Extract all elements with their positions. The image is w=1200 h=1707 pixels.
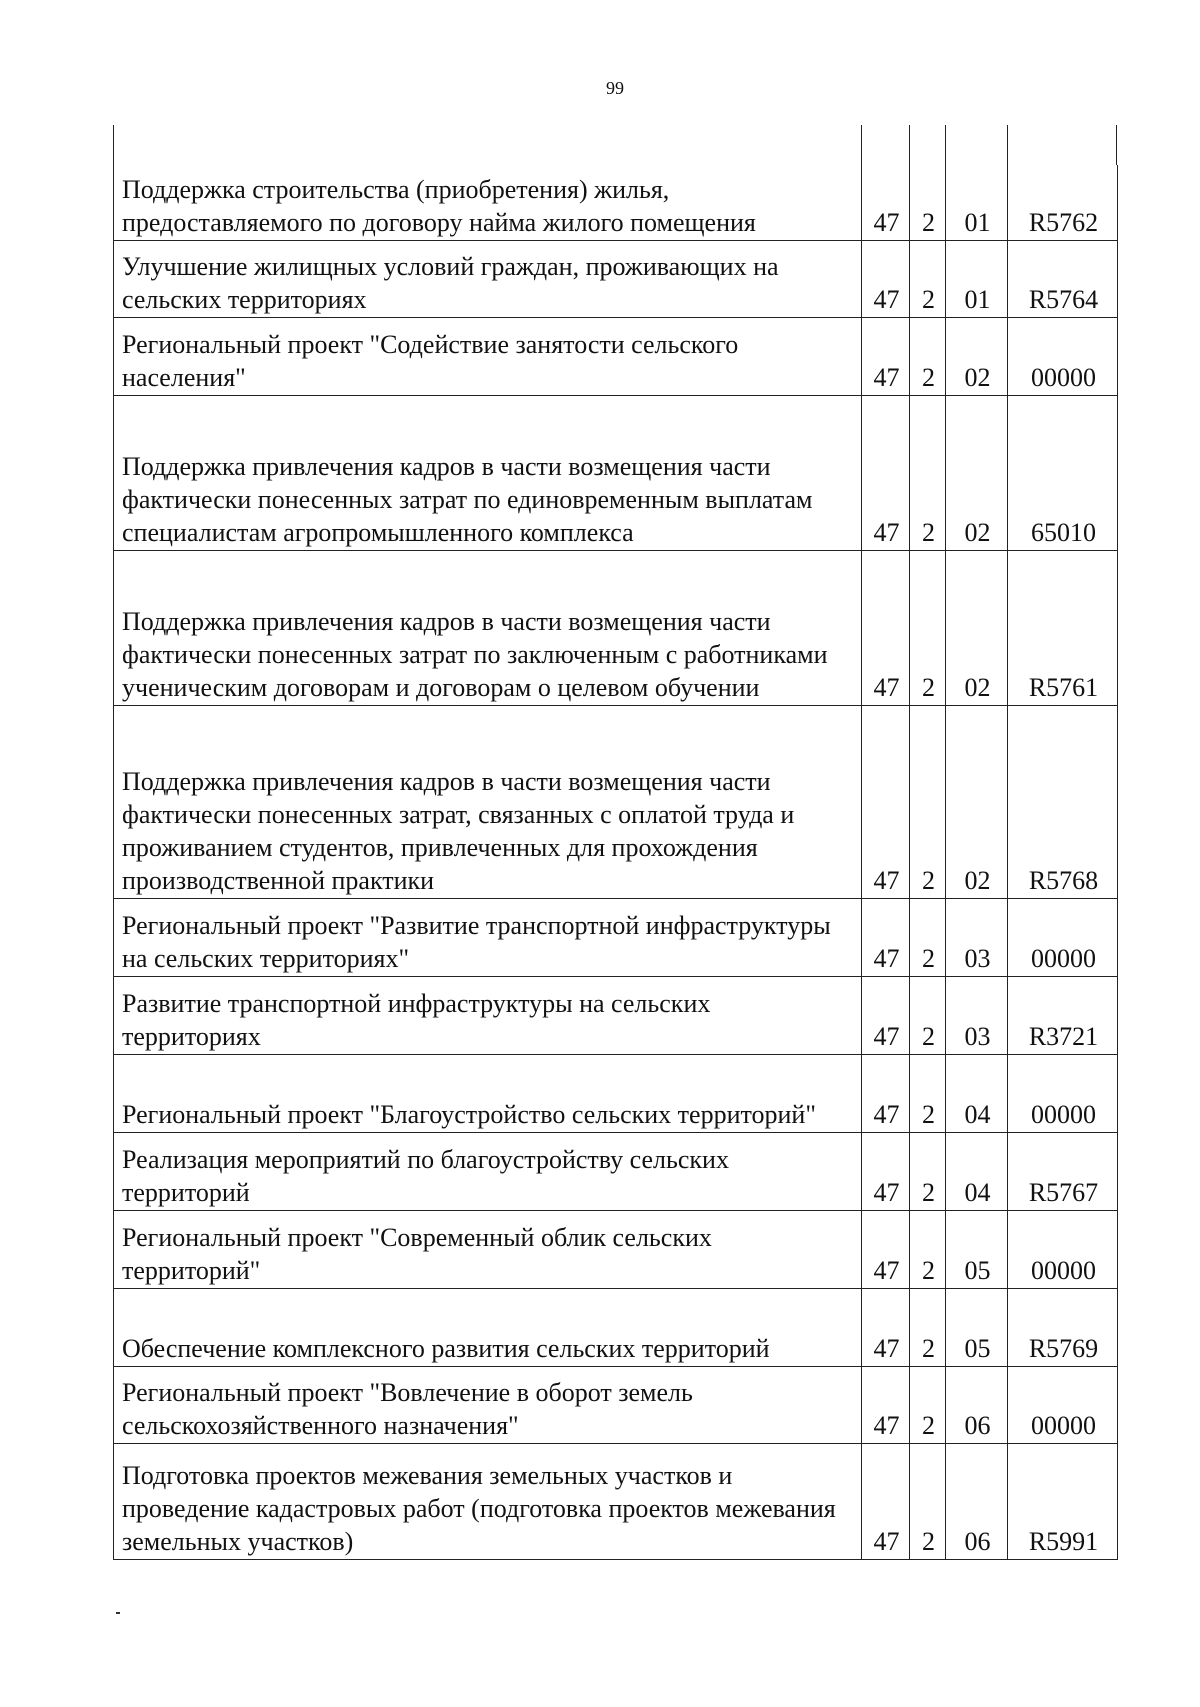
scan-mark: [116, 1612, 120, 1614]
row-code-a: 47: [862, 705, 910, 898]
table-row: [114, 898, 1118, 976]
table-row: [114, 1132, 1118, 1210]
row-code-b: 2: [910, 705, 946, 898]
row-code-b: 2: [910, 1132, 946, 1210]
row-code-b: 2: [910, 550, 946, 705]
row-code-d: R5761: [1008, 550, 1118, 705]
row-name: Поддержка привлечения кадров в части возмещения части фактически понесенных затрат по единовременным выплатам специалистам агропромышленного комплекса: [114, 395, 862, 550]
table-top-continuation: [113, 125, 1117, 165]
row-code-a: 47: [862, 898, 910, 976]
table-row: [114, 1054, 1118, 1132]
row-code-d: R3721: [1008, 976, 1118, 1054]
row-code-a: 47: [862, 1366, 910, 1443]
row-code-b: 2: [910, 1443, 946, 1559]
row-code-c: 04: [946, 1054, 1008, 1132]
row-name: Поддержка привлечения кадров в части возмещения части фактически понесенных затрат, связанных с оплатой труда и проживанием студентов, привлеченных для прохождения производственной практики: [114, 705, 862, 898]
table-row: [114, 1288, 1118, 1366]
row-code-b: 2: [910, 317, 946, 395]
row-name: Подготовка проектов межевания земельных участков и проведение кадастровых работ (подготовка проектов межевания земельных участков): [114, 1443, 862, 1559]
row-name: Региональный проект "Содействие занятости сельского населения": [114, 317, 862, 395]
table-row: [114, 317, 1118, 395]
row-code-a: 47: [862, 1132, 910, 1210]
row-code-b: 2: [910, 1054, 946, 1132]
row-code-b: 2: [910, 165, 946, 240]
row-code-b: 2: [910, 1210, 946, 1288]
row-name: Региональный проект "Благоустройство сельских территорий": [114, 1054, 862, 1132]
row-name: Поддержка привлечения кадров в части возмещения части фактически понесенных затрат по заключенным с работниками ученическим договорам и договорам о целевом обучении: [114, 550, 862, 705]
row-code-a: 47: [862, 976, 910, 1054]
row-code-a: 47: [862, 1210, 910, 1288]
row-code-c: 05: [946, 1288, 1008, 1366]
table-row: [114, 1443, 1118, 1559]
row-name: Обеспечение комплексного развития сельских территорий: [114, 1288, 862, 1366]
row-code-c: 06: [946, 1366, 1008, 1443]
row-code-d: 00000: [1008, 1366, 1118, 1443]
row-code-b: 2: [910, 898, 946, 976]
row-code-d: R5767: [1008, 1132, 1118, 1210]
row-code-d: R5991: [1008, 1443, 1118, 1559]
column-divider: [113, 125, 114, 165]
row-code-d: R5762: [1008, 165, 1118, 240]
row-code-d: 00000: [1008, 317, 1118, 395]
budget-classification-table: [113, 165, 1118, 1560]
table-row: [114, 1366, 1118, 1443]
row-code-c: 03: [946, 976, 1008, 1054]
row-code-c: 04: [946, 1132, 1008, 1210]
table-row: [114, 550, 1118, 705]
row-code-c: 02: [946, 317, 1008, 395]
row-name: Региональный проект "Современный облик сельских территорий": [114, 1210, 862, 1288]
row-code-c: 02: [946, 705, 1008, 898]
row-code-d: 00000: [1008, 1210, 1118, 1288]
page-number: 99: [606, 78, 624, 98]
table-row: [114, 165, 1118, 240]
column-divider: [1116, 125, 1117, 165]
row-code-b: 2: [910, 395, 946, 550]
row-code-b: 2: [910, 240, 946, 317]
row-code-c: 06: [946, 1443, 1008, 1559]
row-code-a: 47: [862, 317, 910, 395]
table-row: [114, 976, 1118, 1054]
row-name: Развитие транспортной инфраструктуры на сельских территориях: [114, 976, 862, 1054]
row-code-c: 05: [946, 1210, 1008, 1288]
row-name: Региональный проект "Развитие транспортной инфраструктуры на сельских территориях": [114, 898, 862, 976]
row-code-c: 01: [946, 165, 1008, 240]
row-code-b: 2: [910, 1366, 946, 1443]
row-code-d: R5768: [1008, 705, 1118, 898]
row-code-a: 47: [862, 395, 910, 550]
row-code-a: 47: [862, 1443, 910, 1559]
column-divider: [909, 125, 910, 165]
row-code-a: 47: [862, 165, 910, 240]
row-code-a: 47: [862, 1054, 910, 1132]
row-code-d: 65010: [1008, 395, 1118, 550]
row-name: Региональный проект "Вовлечение в оборот земель сельскохозяйственного назначения": [114, 1366, 862, 1443]
table-row: [114, 395, 1118, 550]
row-code-c: 02: [946, 550, 1008, 705]
row-name: Реализация мероприятий по благоустройству сельских территорий: [114, 1132, 862, 1210]
table-row: [114, 705, 1118, 898]
column-divider: [945, 125, 946, 165]
row-code-d: 00000: [1008, 898, 1118, 976]
row-code-b: 2: [910, 976, 946, 1054]
row-code-d: R5764: [1008, 240, 1118, 317]
row-code-c: 01: [946, 240, 1008, 317]
table-row: [114, 240, 1118, 317]
row-code-b: 2: [910, 1288, 946, 1366]
row-code-d: 00000: [1008, 1054, 1118, 1132]
row-code-a: 47: [862, 240, 910, 317]
column-divider: [1007, 125, 1008, 165]
row-name: Поддержка строительства (приобретения) жилья, предоставляемого по договору найма жилого помещения: [114, 165, 862, 240]
row-code-a: 47: [862, 550, 910, 705]
row-code-a: 47: [862, 1288, 910, 1366]
row-name: Улучшение жилищных условий граждан, проживающих на сельских территориях: [114, 240, 862, 317]
column-divider: [861, 125, 862, 165]
row-code-c: 02: [946, 395, 1008, 550]
row-code-c: 03: [946, 898, 1008, 976]
row-code-d: R5769: [1008, 1288, 1118, 1366]
table-row: [114, 1210, 1118, 1288]
